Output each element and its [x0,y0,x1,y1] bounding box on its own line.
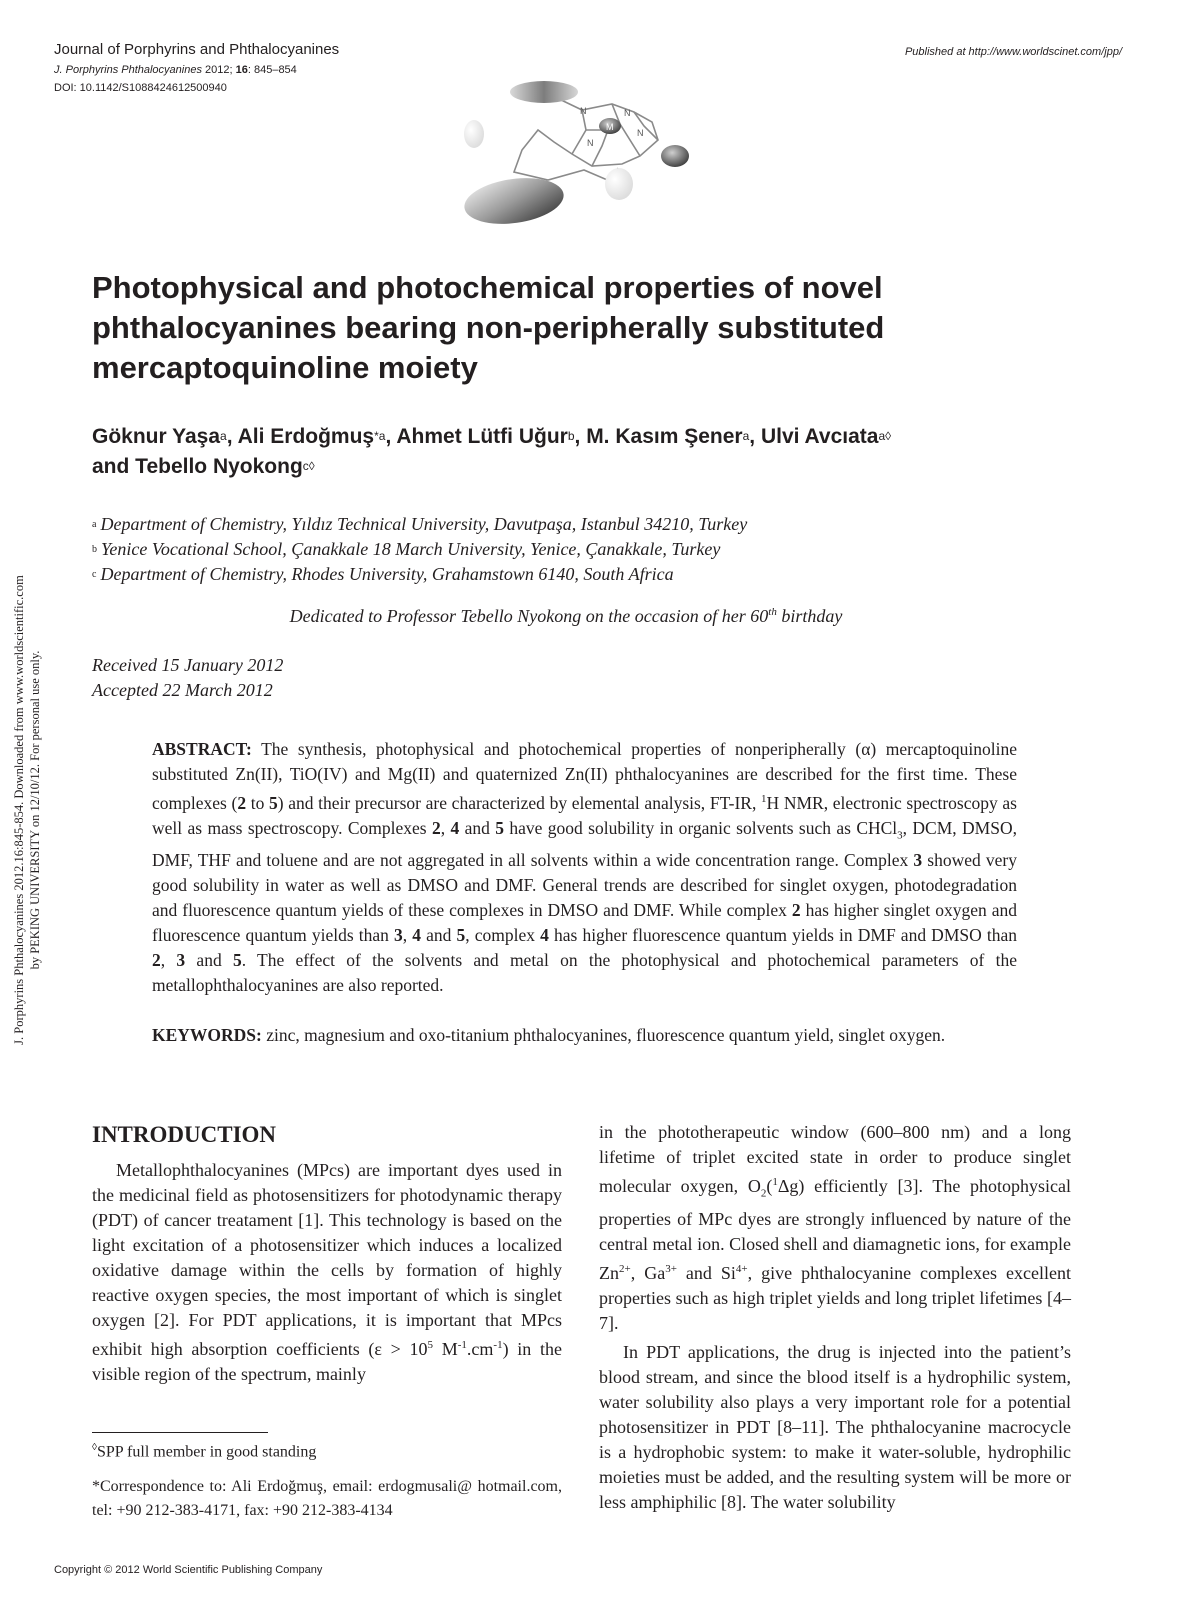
logo-n-label: N [587,138,594,148]
download-notice [2,480,52,1140]
citation-volume: 16 [235,64,248,76]
paragraph: In PDT applications, the drug is injected into the patient’s blood stream, and since the blood itself is a hydrophilic system, water solubility also plays a very important role for a potential photosensitizer in PDT [8–11]. The phthalocyanine macrocycle is a hydrophobic system: to make it water-soluble, hydrophilic moieties must be added, and the resulting system will be more or less amphiphilic [8]. The water solubility [599,1341,1071,1512]
abstract-text: has higher fluorescence quantum yields in DMF and DMSO than [548,925,1017,946]
doi: DOI: 10.1142/S1088424612500940 [54,82,227,94]
body-column-right [599,1120,1071,1515]
dedication-text: Dedicated to Professor Tebello Nyokong on the occasion of her 60 [289,606,769,626]
logo-lobe-top [510,81,578,103]
affiliation-mark: c [92,569,97,580]
compound-ref: 5 [456,925,466,946]
abstract-text: to [246,792,270,813]
subscript: 3 [897,829,903,842]
author-affiliation-mark: *a [374,429,386,443]
superscript: 5 [427,1339,434,1351]
journal-citation [54,64,297,76]
compound-ref: 2 [152,950,161,971]
author-name: M. Kasım Şener [586,425,743,448]
logo-n-label: N [637,128,644,138]
logo-lobe-right [661,145,689,167]
received-date: Received 15 January 2012 [92,655,284,675]
paper-title: Photophysical and photochemical properties of novel phthalocyanines bearing non-peripherally substituted mercaptoquinoline moiety [92,270,885,385]
abstract-text: and [459,817,496,838]
abstract-text: , [402,925,413,946]
affiliation-mark: b [92,544,97,555]
author-name: Ulvi Avcıata [760,425,879,448]
author-name: Ali Erdoğmuş [237,425,375,448]
dedication-text-end: birthday [776,606,843,626]
abstract-text: has higher singlet oxygen and fluorescence quantum yields than [152,900,1017,946]
compound-ref: 2 [431,817,441,838]
affiliation-b [92,537,747,562]
logo-lobe-left [464,120,484,148]
abstract-text: showed very good solubility in water as well as DMSO and DMF. General trends are described for singlet oxygen, photodegradation and fluorescence quantum yields of these complexes in DMSO and DMF. While complex [152,850,1017,921]
compound-ref: 4 [450,817,460,838]
affiliation-c [92,562,747,587]
logo-n-label: N [624,108,631,118]
abstract [152,737,1017,998]
published-at-link[interactable]: Published at http://www.worldscinet.com/jpp/ [904,46,1122,58]
copyright: Copyright © 2012 World Scientific Publishing Company [54,1564,323,1576]
footnote-correspondence: *Correspondence to: Ali Erdoğmuş, email: erdogmusali@ hotmail.com, tel: +90 212-383-4171, fax: +90 212-383-4134 [92,1478,562,1519]
keywords-text: zinc, magnesium and oxo-titanium phthalocyanines, fluorescence quantum yield, singlet oxygen. [261,1025,946,1045]
body-text: ( [766,1176,773,1196]
dedication [92,606,1040,627]
logo-lobe-bottom-right [605,168,633,200]
compound-ref: 5 [269,792,278,813]
body-column-left [92,1158,562,1387]
journal-name: Journal of Porphyrins and Phthalocyanines [54,41,340,58]
abstract-text: H NMR, electronic spectroscopy as well as mass spectroscopy. Complexes [152,792,1017,838]
compound-ref: 5 [232,950,242,971]
superscript: 4+ [735,1262,748,1275]
affiliation-mark: a [92,519,97,530]
body-text: .cm [466,1339,494,1359]
compound-ref: 4 [412,925,422,946]
abstract-text: , DCM, DMSO, DMF, THF and toluene and are not aggregated in all solvents within a wide concentration range. Complex [152,817,1017,871]
superscript: 2+ [619,1262,631,1275]
body-text: Metallophthalocyanines (MPcs) are important dyes used in the medicinal field as photosensitizers for photodynamic therapy (PDT) of cancer treatament [1]. This technology is based on the light excitation of a photosensitizer which induces a localized oxidative damage within the cells by formation of highly reactive oxygen species, the most important of which is singlet oxygen [2]. For PDT applications, it is important that MPcs exhibit high absorption coefficients (ε > 10 [92,1160,562,1359]
abstract-text: , complex [465,925,541,946]
superscript: 1 [772,1176,778,1188]
abstract-text: , [160,950,177,971]
affiliation-text: Department of Chemistry, Rhodes University, Grahamstown 6140, South Africa [100,564,674,584]
affiliation-text: Yenice Vocational School, Çanakkale 18 March University, Yenice, Çanakkale, Turkey [101,539,721,559]
superscript: -1 [493,1339,503,1351]
compound-ref: 4 [540,925,549,946]
manuscript-dates [92,653,283,703]
affiliation-text: Department of Chemistry, Yıldız Technical University, Davutpaşa, Istanbul 34210, Turkey [100,514,748,534]
author-affiliation-mark: a◊ [878,429,892,443]
keywords [152,1023,1017,1048]
section-heading-introduction: INTRODUCTION [92,1122,277,1147]
footnote-divider [92,1432,268,1433]
download-notice-line2: by PEKING UNIVERSITY on 12/10/12. For personal use only. [28,650,42,970]
compound-ref: 3 [394,925,403,946]
phthalocyanine-logo [462,76,722,234]
compound-ref: 5 [495,817,504,838]
author-list: Göknur Yaşa$^a$, Ali Erdoğmuş$^{*a}$, Ahmet Lütfi Uğur$^b$, M. Kasım Şener$^a$, Ulvi Avcıata$^{a◊}$ and Tebello Nyokong$^{c◊}$ [92,425,892,478]
citation-prefix: J. Porphyrins Phthalocyanines [54,64,202,76]
affiliation-a [92,512,747,537]
body-text: Δg) efficiently [3]. The photophysical properties of MPc dyes are strongly influenced by nature of the central metal ion. Closed shell and diamagnetic ions, for example Zn [599,1176,1071,1283]
paragraph [599,1120,1071,1336]
superscript: -1 [457,1339,467,1351]
abstract-label: ABSTRACT: [152,739,252,759]
abstract-text: , [440,817,451,838]
body-text: , Ga [630,1262,666,1283]
author-affiliation-mark: a [742,429,750,443]
logo-metal-label: M [606,122,614,132]
compound-ref: 2 [237,792,247,813]
author-affiliation-mark: c◊ [302,459,315,473]
body-text: in the phototherapeutic window (600–800 nm) and a long lifetime of triplet excited state in order to produce singlet molecular oxygen, O [599,1122,1071,1196]
body-text: and Si [676,1262,736,1283]
abstract-text: The synthesis, photophysical and photochemical properties of nonperipherally (α) mercaptoquinoline substituted Zn(II), TiO(IV) and Mg(II) and quaternized Zn(II) phthalocyanines are described for the first time. These complexes ( [152,739,1017,813]
body-text: ) in the visible region of the spectrum, mainly [92,1339,562,1384]
citation-year: 2012; [201,64,236,76]
author-name: Göknur Yaşa [92,425,221,448]
authors-and: and [92,455,136,478]
subscript: 2 [760,1187,767,1200]
footnote-spp [92,1442,316,1461]
abstract-text: . The effect of the solvents and metal on the photophysical and photochemical parameters of the metallophthalocyanines are also reported. [152,950,1018,996]
abstract-text: and [185,950,233,971]
superscript: 3+ [665,1262,677,1275]
footnote-mark: ◊ [92,1442,97,1453]
author-affiliation-mark: a [220,429,227,443]
footnote-text: SPP full member in good standing [96,1443,317,1461]
logo-lobe-bottom-left [462,172,567,229]
dedication-ordinal: th [768,606,777,618]
abstract-text: and [421,925,457,946]
paragraph [92,1158,562,1387]
affiliation-list [92,512,747,587]
author-affiliation-mark: b [567,429,575,443]
body-text: M [433,1339,458,1359]
citation-pages: : 845–854 [247,64,297,76]
compound-ref: 2 [791,900,801,921]
keywords-label: KEYWORDS: [152,1025,262,1045]
logo-n-label: N [580,106,587,116]
abstract-text: ) and their precursor are characterized by elemental analysis, FT-IR, [277,792,762,813]
body-text: , give phthalocyanine complexes excellent properties such as high triplet yields and long triplet lifetimes [4–7]. [599,1262,1071,1333]
abstract-text: have good solubility in organic solvents such as CHCl [503,817,898,838]
compound-ref: 3 [913,850,923,871]
accepted-date: Accepted 22 March 2012 [92,680,273,700]
superscript: 1 [761,793,767,805]
compound-ref: 3 [176,950,186,971]
download-notice-line1: J. Porphyrins Phthalocyanines 2012.16:845-854. Downloaded from www.worldscientific.com [12,575,26,1045]
author-name: Tebello Nyokong [135,455,303,478]
author-name: Ahmet Lütfi Uğur [396,425,568,448]
